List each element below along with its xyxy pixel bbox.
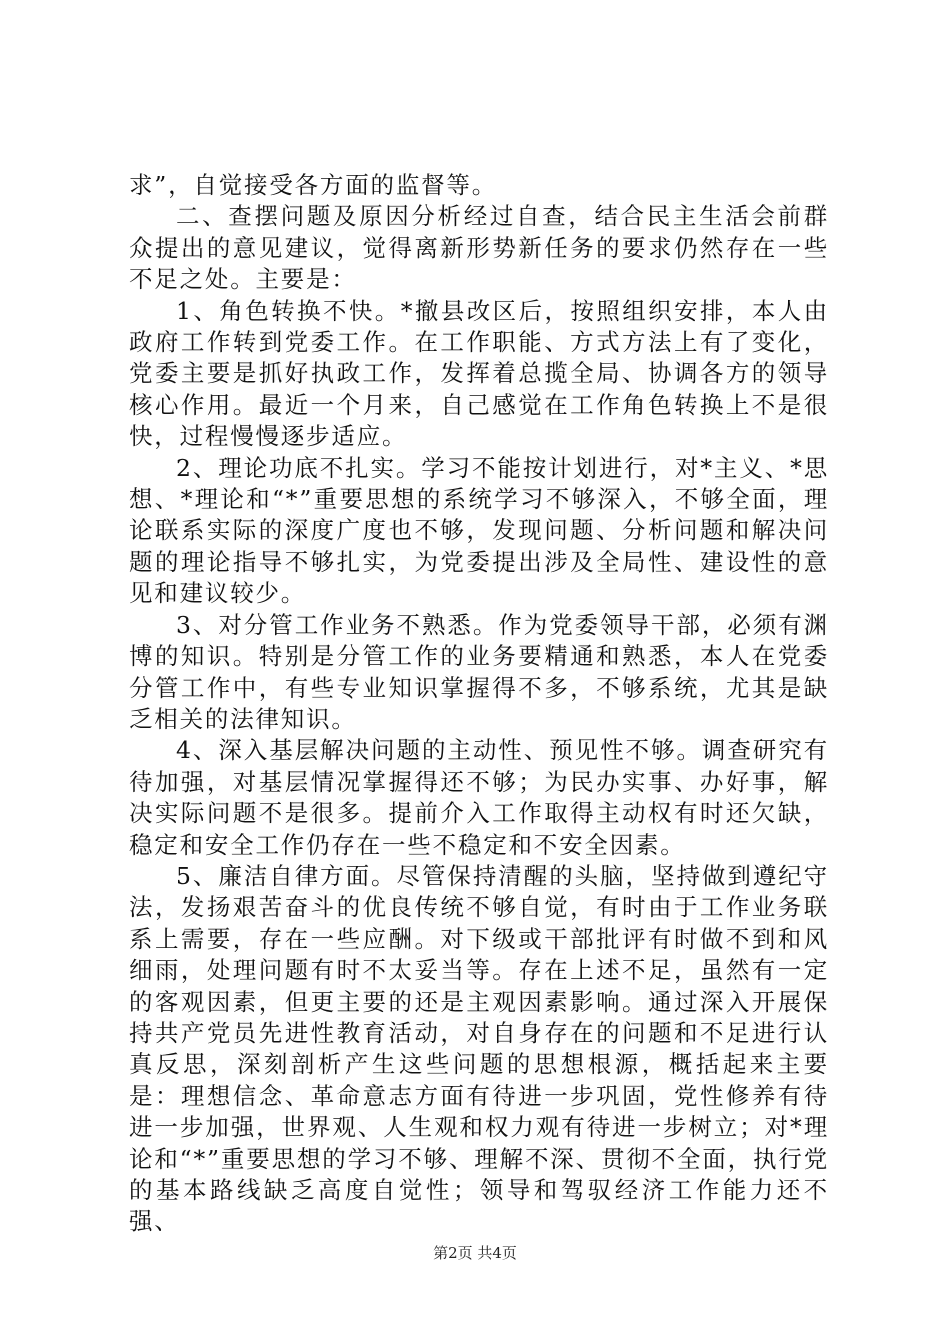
document-body <box>129 170 829 1238</box>
paragraph-item-4: 4、深入基层解决问题的主动性、预见性不够。调查研究有待加强，对基层情况掌握得还不够；为民办实事、办好事，解决实际问题不是很多。提前介入工作取得主动权有时还欠缺，稳定和安全工作仍存在一些不稳定和不安全因素。 <box>129 736 829 859</box>
paragraph-item-1: 1、角色转换不快。*撤县改区后，按照组织安排，本人由政府工作转到党委工作。在工作职能、方式方法上有了变化，党委主要是抓好执政工作，发挥着总揽全局、协调各方的领导核心作用。最近一个月来，自己感觉在工作角色转换上不是很快，过程慢慢逐步适应。 <box>129 296 829 451</box>
paragraph-item-3: 3、对分管工作业务不熟悉。作为党委领导干部，必须有渊博的知识。特别是分管工作的业务要精通和熟悉，本人在党委分管工作中，有些专业知识掌握得不多，不够系统，尤其是缺乏相关的法律知识。 <box>129 610 829 733</box>
paragraph-continuation: 求”，自觉接受各方面的监督等。 <box>129 171 498 199</box>
page-number-footer: 第2页 共4页 <box>433 1244 517 1262</box>
paragraph-item-2: 2、理论功底不扎实。学习不能按计划进行，对*主义、*思想、*理论和“*”重要思想的系统学习不够深入，不够全面，理论联系实际的深度广度也不够，发现问题、分析问题和解决问题的理论指导不够扎实，为党委提出涉及全局性、建设性的意见和建议较少。 <box>129 453 829 608</box>
paragraph-item-5: 5、廉洁自律方面。尽管保持清醒的头脑，坚持做到遵纪守法，发扬艰苦奋斗的优良传统不够自觉，有时由于工作业务联系上需要，存在一些应酬。对下级或干部批评有时做不到和风细雨，处理问题有时不太妥当等。存在上述不足，虽然有一定的客观因素，但更主要的还是主观因素影响。通过深入开展保持共产党员先进性教育活动，对自身存在的问题和不足进行认真反思，深刻剖析产生这些问题的思想根源，概括起来主要是：理想信念、革命意志方面有待进一步巩固，党性修养有待进一步加强，世界观、人生观和权力观有待进一步树立；对*理论和“*”重要思想的学习不够、理解不深、贯彻不全面，执行党的基本路线缺乏高度自觉性；领导和驾驭经济工作能力还不强、 <box>129 861 829 1236</box>
paragraph-section-two-heading: 二、查摆问题及原因分析经过自查，结合民主生活会前群众提出的意见建议，觉得离新形势新任务的要求仍然存在一些不足之处。主要是： <box>129 202 829 294</box>
